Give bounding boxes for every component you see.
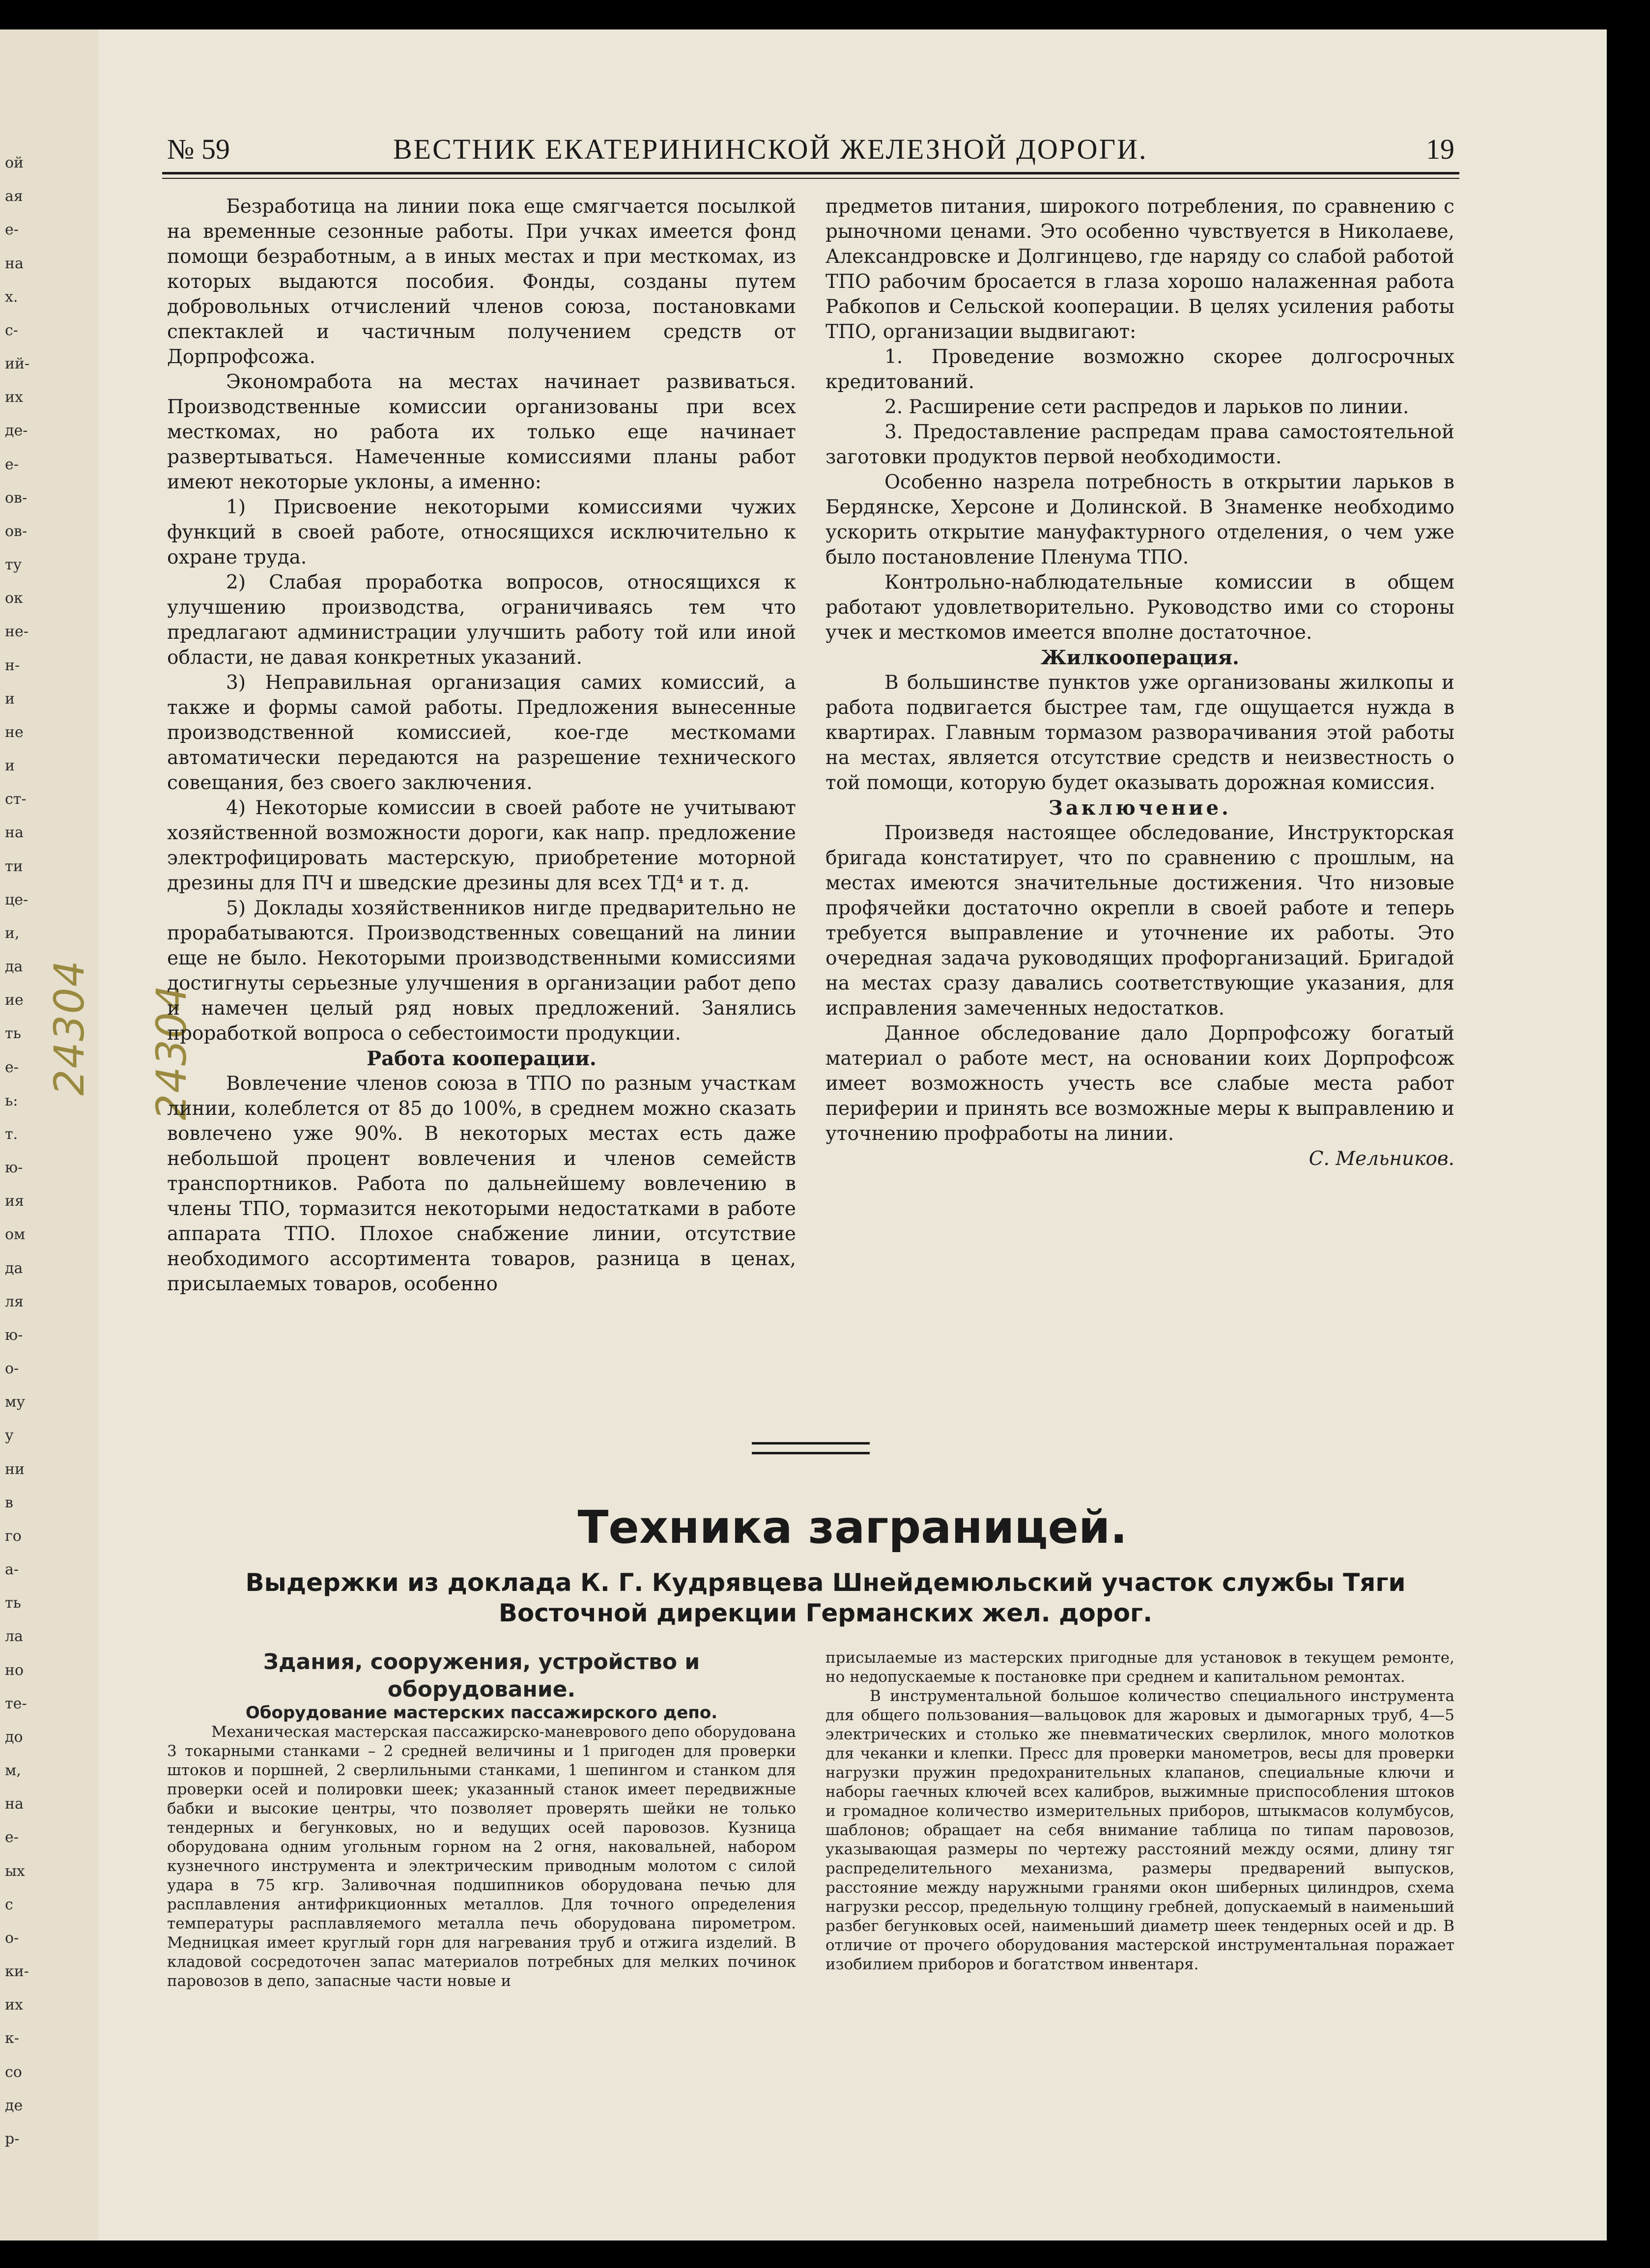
paragraph: 1. Проведение возможно скорее долгосрочных кредитований. [825, 346, 1454, 393]
adjacent-page-fragment: ом [5, 1226, 26, 1244]
adjacent-page-fragment: но [5, 1661, 24, 1679]
adjacent-page-fragment: а- [5, 1561, 19, 1578]
pencil-note: 24304 [45, 959, 93, 1096]
paragraph: 1) Присвоение некоторыми комиссиями чужих функций в своей работе, относящихся исключительно к охране труда. [167, 496, 796, 568]
section-heading: Жилкооперация. [1041, 646, 1239, 669]
adjacent-page-fragment: н- [5, 656, 20, 674]
pencil-note-2: 24304 [147, 984, 196, 1120]
adjacent-page-fragment: де [5, 2097, 23, 2114]
adjacent-page-fragment: их [5, 1996, 23, 2014]
adjacent-page-fragment: ти [5, 857, 23, 875]
paragraph: Особенно назрела потребность в открытии ларьков в Бердянске, Херсоне и Долинской. В Знаменке необходимо ускорить открытие мануфактурного отделения, о чем уже было постановление Пленума ТПО. [825, 471, 1454, 568]
adjacent-page-fragment: ия [5, 1192, 24, 1210]
section-heading: Заключение. [1049, 796, 1231, 820]
adjacent-page-fragment: их [5, 389, 23, 406]
journal-title: ВЕСТНИК ЕКАТЕРИНИНСКОЙ ЖЕЛЕЗНОЙ ДОРОГИ. [393, 133, 1148, 165]
adjacent-page-fragment: ть [5, 1594, 21, 1612]
adjacent-page-fragment: к- [5, 2030, 19, 2047]
adjacent-page-fragment: ки- [5, 1963, 29, 1980]
adjacent-page-fragment: ту [5, 556, 22, 573]
adjacent-page-fragment: ть [5, 1025, 21, 1043]
adjacent-page-fragment: е- [5, 1058, 19, 1076]
adjacent-page-fragment: ок [5, 590, 23, 607]
bottom-left-column [167, 1648, 796, 1991]
adjacent-page-fragment: м, [5, 1762, 21, 1779]
adjacent-page-fragment: ни [5, 1460, 25, 1478]
adjacent-page-fragment: це- [5, 891, 28, 908]
adjacent-page-fragment: да [5, 958, 23, 975]
adjacent-page-fragment: е- [5, 1829, 19, 1846]
adjacent-page-fragment: ю- [5, 1159, 23, 1176]
adjacent-page-fragment: ая [5, 188, 23, 205]
adjacent-page-fragment: ий- [5, 355, 30, 372]
paragraph: 2. Расширение сети распредов и ларьков по линии. [884, 396, 1409, 418]
paragraph: Данное обследование дало Дорпрофсожу богатый материал о работе мест, на основании коих Дорпрофсож имеет возможность учесть все слабые места работ периферии и принять все возможные меры к выправлению и уточнению профработы на линии. [825, 1022, 1454, 1145]
paragraph: 3. Предоставление распредам права самостоятельной заготовки продуктов первой необходимости. [825, 421, 1454, 468]
adjacent-page-fragment: в [5, 1494, 13, 1511]
paragraph: Экономработа на местах начинает развиваться. Производственные комиссии организованы при всех месткомах, но работа их только еще начинает развертываться. Намеченные комиссиями планы работ имеют некоторые уклоны, а именно: [167, 371, 796, 493]
running-header [167, 133, 1454, 167]
paragraph: 5) Доклады хозяйственников нигде предварительно не прорабатываются. Производственных совещаний на линии еще не было. Некоторыми производственными комиссиями достигнуты серьезные улучшения в организации работ депо и намечен целый ряд новых предложений. Занялись проработкой вопроса о себестоимости продукции. [167, 897, 796, 1045]
adjacent-page-fragment: т. [5, 1125, 18, 1143]
paragraph: присылаемые из мастерских пригодные для установок в текущем ремонте, но недопускаемые к постановке при среднем и капитальном ремонтах. [825, 1649, 1454, 1686]
paragraph: 2) Слабая проработка вопросов, относящихся к улучшению производства, ограничиваясь тем что предлагают администрации улучшить работу той или иной области, не давая конкретных указаний. [167, 571, 796, 669]
paragraph: Контрольно-наблюдательные комиссии в общем работают удовлетворительно. Руководство ими со стороны учек и месткомов имеется вполне достаточное. [825, 571, 1454, 644]
paragraph: Произведя настоящее обследование, Инструкторская бригада констатирует, что по сравнению с прошлым, на местах имеются значительные достижения. Что низовые профячейки достаточно окрепли в своей работе и теперь требуется выправление и уточнение их работы. Это очередная задача руководящих профорганизаций. Бригадой на местах сразу давались соответствующие указания, для исправления замеченных недостатков. [825, 822, 1454, 1020]
adjacent-page-fragment: е- [5, 221, 19, 239]
bottom-right-column [825, 1648, 1454, 1974]
paragraph: В большинстве пунктов уже организованы жилкопы и работа подвигается быстрее там, где ощущается нужда в квартирах. Главным тормазом разворачивания этой работы на местах, является отсутствие средств и неизвестность о той помощи, которую будет оказывать дорожная комиссия. [825, 672, 1454, 794]
issue-number: № 59 [167, 133, 230, 165]
adjacent-page-fragment: со [5, 2063, 22, 2081]
adjacent-page-fragment: о- [5, 1929, 19, 1947]
adjacent-page-fragment: ых [5, 1862, 25, 1880]
separator-rule-top [752, 1442, 870, 1445]
paragraph: Вовлечение членов союза в ТПО по разным участкам линии, колеблется от 85 до 100%, в среднем можно сказать вовлечено уже 90%. В некоторых местах есть даже небольшой процент вовлечения и членов семейств транспортников. Работа по дальнейшему вовлечению в члены ТПО, тормазится некоторыми недостатками в работе аппарата ТПО. Плохое снабжение линии, отсутствие необходимого ассортимента товаров, разница в ценах, присылаемых товаров, особенно [167, 1073, 796, 1295]
paragraph: Механическая мастерская пассажирско-маневрового депо оборудована 3 токарными станками – 2 средней величины и 1 пригоден для проверки штоков и поршней, 2 сверлильными станками, 1 шепингом и станком для проверки осей и полировки шеек; указанный станок имеет передвижные бабки и высокие центры, что позволяет проверять шейки не только тендерных и бегунковых, но и ведущих осей паровозов. Кузница оборудована одним угольным горном на 2 огня, наковальней, набором кузнечного инструмента и электрическим приводным молотом с силой удара в 75 кгр. Заливочная подшипников оборудована печью для расплавления антифрикционных металлов. Для точного определения температуры расплавляемого металла печь оборудована пирометром. Медницкая имеет круглый горн для нагревания труб и отжига изделий. В кладовой сосредоточен запас материалов потребных для мелких починок паровозов в депо, запасные части новые и [167, 1723, 796, 1990]
adjacent-page-fragment: ие [5, 992, 24, 1009]
paragraph: Безработица на линии пока еще смягчается посылкой на временные сезонные работы. При учках имеется фонд помощи безработным, а в иных местах и при месткомах, из которых выдаются пособия. Фонды, созданы путем добровольных отчислений членов союза, постановками спектаклей и частичным получением средств от Дорпрофсожа. [167, 196, 796, 368]
adjacent-page-fragment: на [5, 824, 24, 842]
separator-rule-bottom [752, 1452, 870, 1454]
adjacent-page-fragment: ст- [5, 791, 27, 808]
adjacent-page-fragment: ой [5, 154, 24, 171]
adjacent-page-fragment: го [5, 1527, 22, 1545]
adjacent-page-fragment: и [5, 690, 15, 708]
adjacent-page-fragment: до [5, 1728, 23, 1746]
adjacent-page-fragment: и [5, 757, 15, 774]
adjacent-page-fragment: ля [5, 1293, 24, 1310]
adjacent-page-fragment: ю- [5, 1326, 23, 1344]
paragraph: предметов питания, широкого потребления, по сравнению с рыночноми ценами. Это особенно чувствуется в Николаеве, Александровске и Долгинцево, где наряду со слабой работой ТПО рабочим бросается в глаза хорошо налаженная работа Рабкопов и Сельской кооперации. В целях усиления работы ТПО, организации выдвигают: [825, 196, 1454, 343]
adjacent-page-fragment: на [5, 255, 24, 272]
adjacent-page-fragment: ь: [5, 1092, 18, 1109]
section-heading: Здания, сооружения, устройство и оборудование. [263, 1649, 700, 1702]
header-rule-thin [162, 178, 1459, 179]
adjacent-page-fragment: те- [5, 1695, 27, 1712]
paragraph: 3) Неправильная организация самих комиссий, а также и формы самой работы. Предложения вынесенные производственной комиссией, кое-где месткомами автоматически передаются на разрешение технического совещания, без своего заключения. [167, 672, 796, 794]
adjacent-page-fragment: о- [5, 1360, 19, 1377]
paragraph: 4) Некоторые комиссии в своей работе не учитывают хозяйственной возможности дороги, как напр. предложение электрофицировать мастерскую, приобретение моторной дрезины для ПЧ и шведские дрезины для всех ТД⁴ и т. д. [167, 797, 796, 894]
adjacent-page-fragment: ов- [5, 489, 28, 507]
adjacent-page-fragment: му [5, 1393, 25, 1411]
adjacent-page-fragment: х. [5, 288, 18, 306]
article-subtitle: Выдержки из доклада К. Г. Кудрявцева Шнейдемюльский участок службы Тяги Восточной дирекции Германских жел. дорог. [245, 1568, 1406, 1627]
adjacent-page-fragment: да [5, 1259, 23, 1277]
adjacent-page-fragment: с- [5, 321, 18, 339]
page-number: 19 [1426, 133, 1454, 165]
adjacent-page-fragment: де- [5, 422, 28, 440]
adjacent-page-fragment: у [5, 1427, 14, 1445]
section-heading: Работа кооперации. [367, 1047, 597, 1070]
signature: С. Мельников. [1309, 1148, 1454, 1170]
adjacent-page-fragment: ов- [5, 522, 28, 540]
adjacent-page-fragment: не [5, 723, 24, 741]
paragraph: В инструментальной большое количество специального инструмента для общего пользования—вальцовок для жаровых и дымогарных труб, 4—5 электрических и столько же пневматических сверлилок, много молотков для чеканки и клепки. Пресс для проверки манометров, весы для проверки нагрузки пружин предохранительных клапанов, специальные ключи и наборы гаечных ключей всех калибров, выжимные приспособления штоков и громадное количество измерительных приборов, штыкмасов колумбусов, шаблонов; обращает на себя внимание таблица по типам паровозов, указывающая размеры по чертежу расстояний между осями, длину тяг распределительного механизма, размеры предварений выпусков, расстояние между наружными гранями окон шиберных цилиндров, схема нагрузки рессор, предельную толщину гребней, допускаемый в наименьший разбег бегунковых осей, наименьший диаметр шеек тендерных осей и др. В отличие от прочего оборудования мастерской инструментальная поражает изобилием приборов и богатством инвентаря. [825, 1687, 1454, 1973]
adjacent-page-fragment: на [5, 1795, 24, 1813]
header-rule [162, 172, 1459, 174]
left-column [167, 194, 796, 1297]
right-column [825, 194, 1454, 1171]
adjacent-page-fragment: р- [5, 2130, 20, 2148]
adjacent-page-fragment: и, [5, 924, 20, 942]
subsection-heading: Оборудование мастерских пассажирского депо. [245, 1703, 718, 1723]
adjacent-page-fragment: с [5, 1896, 13, 1913]
adjacent-page-fragment: ла [5, 1628, 23, 1645]
article-title: Техника заграницей. [577, 1501, 1128, 1554]
adjacent-page-fragment: е- [5, 455, 19, 473]
adjacent-page-fragment: не- [5, 623, 28, 641]
